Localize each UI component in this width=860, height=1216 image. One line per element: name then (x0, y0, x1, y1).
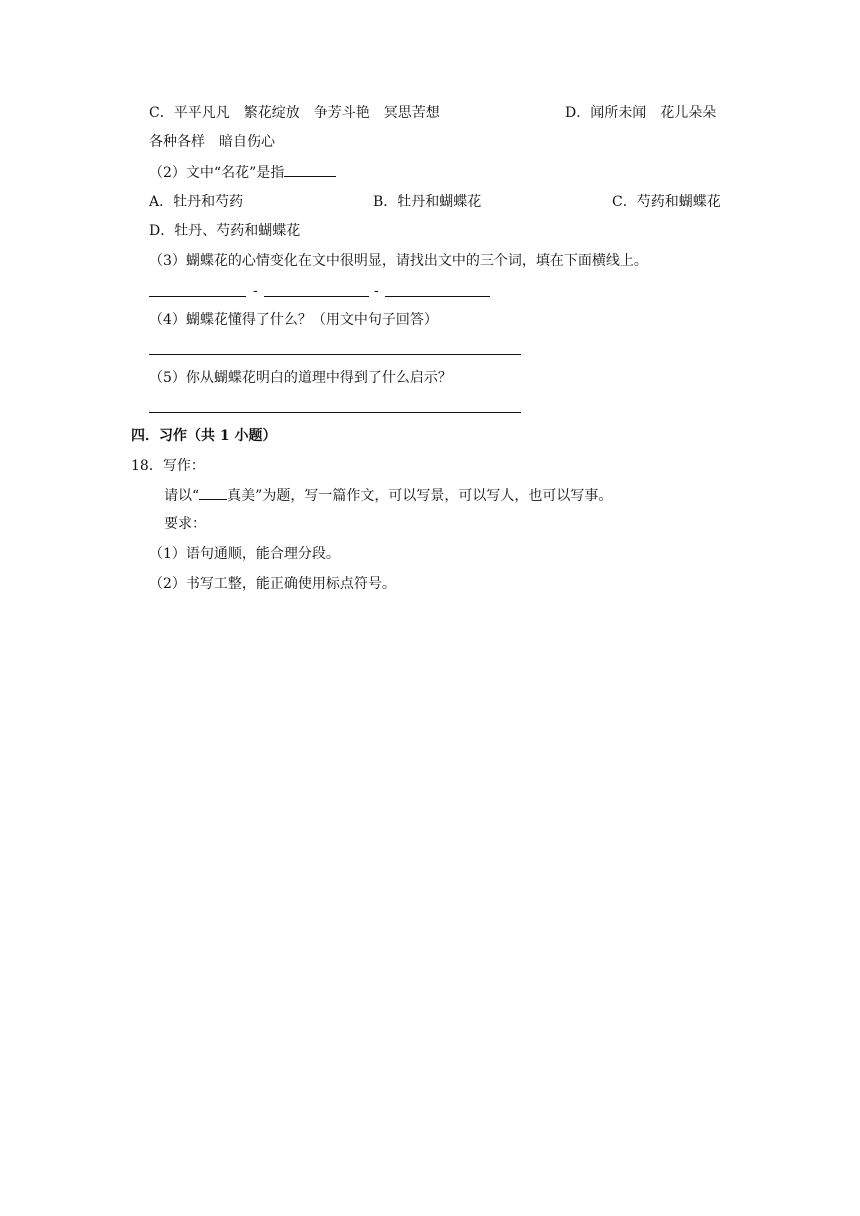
q2-option-d: D．牡丹、芍药和蝴蝶花 (149, 223, 301, 239)
question-3-text: （3）蝴蝶花的心情变化在文中很明显，请找出文中的三个词，填在下面横线上。 (149, 253, 648, 269)
essay-prompt (164, 485, 612, 506)
option-d-words: D．闻所未闻 花儿朵朵 (565, 105, 717, 121)
answer-line-1 (149, 296, 246, 297)
question-5-text: （5）你从蝴蝶花明白的道理中得到了什么启示？ (149, 370, 452, 386)
q2-option-c: C．芍药和蝴蝶花 (612, 194, 721, 210)
question-4-text: （4）蝴蝶花懂得了什么？（用文中句子回答） (149, 312, 438, 328)
q2-option-a: A．牡丹和芍药 (149, 194, 244, 210)
dash-2: - (374, 283, 379, 299)
requirements-label: 要求： (164, 516, 206, 532)
answer-line-q4 (149, 354, 521, 355)
question-2-text: （2）文中“名花”是指 (149, 165, 285, 181)
essay-prompt-post: 真美”为题，写一篇作文，可以写景，可以写人，也可以写事。 (227, 488, 613, 504)
question-2 (149, 162, 336, 183)
requirement-2: （2）书写工整，能正确使用标点符号。 (149, 576, 396, 592)
requirement-1: （1）语句通顺，能合理分段。 (149, 546, 340, 562)
answer-line-2 (264, 296, 369, 297)
essay-prompt-pre: 请以“ (164, 488, 200, 504)
answer-blank (284, 162, 336, 177)
title-blank (199, 485, 227, 500)
option-c-words: C．平平凡凡 繁花绽放 争芳斗艳 冥思苦想 (149, 105, 440, 121)
section-heading: 四．习作（共 1 小题） (131, 428, 277, 444)
dash-1: - (253, 283, 258, 299)
q2-option-b: B．牡丹和蝴蝶花 (373, 194, 482, 210)
question-18-number: 18．写作： (131, 458, 205, 474)
option-d-words-cont: 各种各样 暗自伤心 (149, 134, 275, 150)
answer-line-q5 (149, 412, 521, 413)
answer-line-3 (385, 296, 490, 297)
